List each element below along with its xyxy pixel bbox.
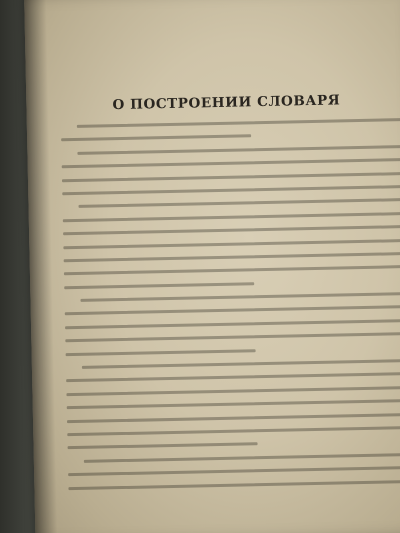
text-line	[68, 479, 400, 489]
text-line	[61, 135, 251, 142]
text-line	[63, 239, 400, 249]
text-line	[66, 386, 400, 396]
text-line	[62, 158, 400, 168]
text-line	[80, 292, 400, 302]
text-line	[65, 332, 400, 342]
text-line	[63, 212, 400, 222]
page-heading: О ПОСТРОЕНИИ СЛОВАРЯ	[112, 92, 341, 114]
text-line	[65, 319, 400, 329]
text-line	[66, 349, 256, 356]
book-page	[24, 0, 400, 533]
text-line	[68, 466, 400, 476]
text-line	[64, 252, 400, 262]
text-line	[62, 185, 400, 195]
text-line	[62, 172, 400, 182]
text-line	[67, 413, 400, 423]
text-line	[82, 359, 400, 369]
text-line	[77, 118, 400, 128]
text-line	[66, 372, 400, 382]
body-text-placeholder	[61, 118, 400, 533]
page-gutter-shadow	[24, 0, 58, 533]
text-line	[63, 225, 400, 235]
text-line	[65, 305, 400, 315]
text-line	[64, 265, 400, 275]
text-line	[67, 426, 400, 436]
text-line	[67, 399, 400, 409]
text-line	[64, 282, 254, 289]
text-line	[77, 145, 400, 155]
text-line	[68, 443, 258, 450]
text-line	[79, 198, 400, 208]
text-line	[84, 453, 400, 463]
